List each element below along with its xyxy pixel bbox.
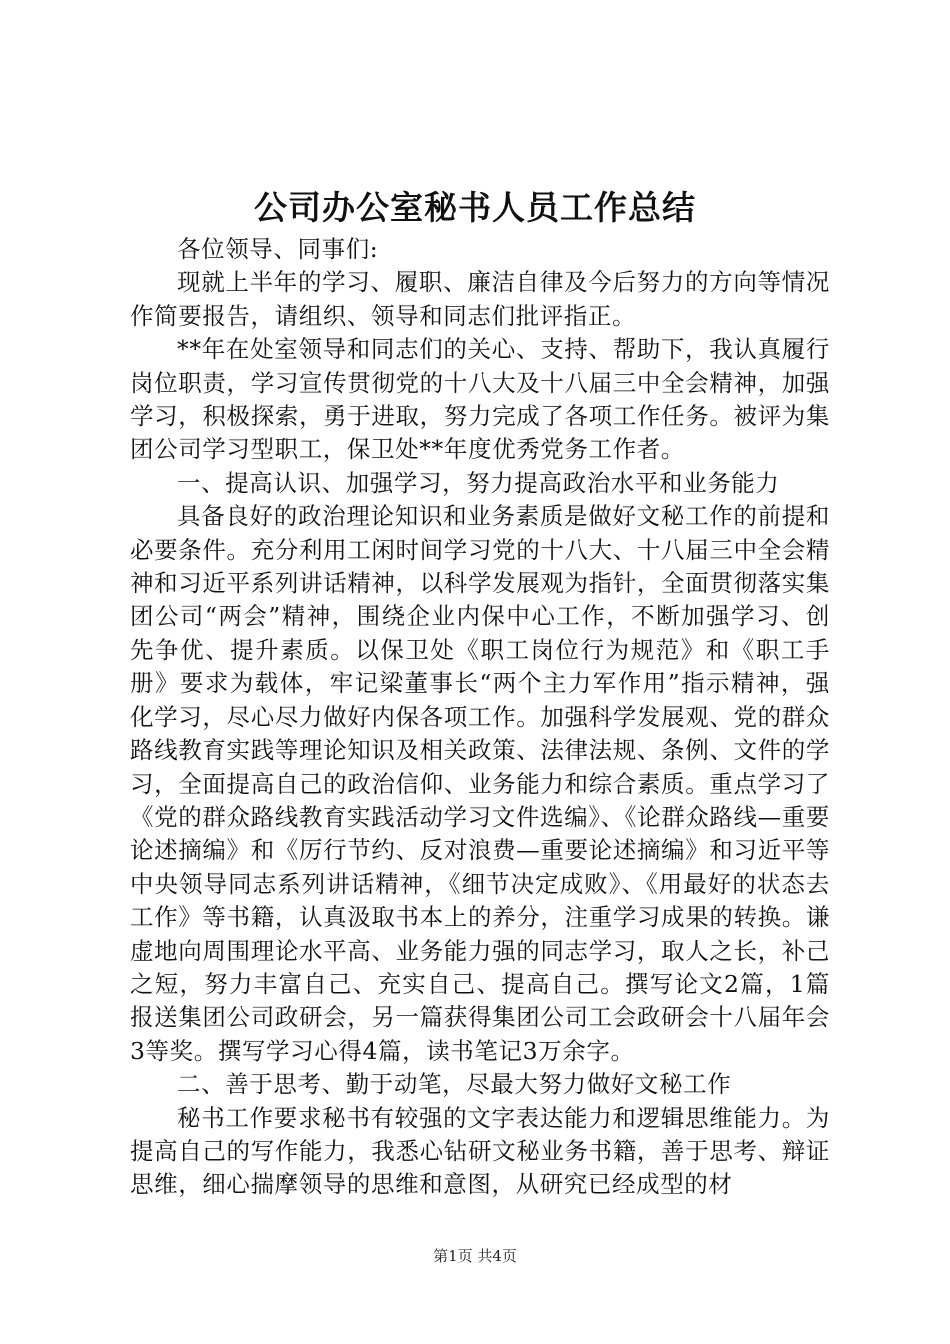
document-title: 公司办公室秘书人员工作总结 xyxy=(254,188,696,227)
section-1-paragraph: 具备良好的政治理论知识和业务素质是做好文秘工作的前提和必要条件。充分利用工闲时间学习党的十八大、十八届三中全会精神和习近平系列讲话精神，以科学发展观为指针，全面贯彻落实集团公司“两会”精神，围绕企业内保中心工作，不断加强学习、创先争优、提升素质。以保卫处《职工岗位行为规范》和《职工手册》要求为载体，牢记梁董事长“两个主力军作用”指示精神，强化学习，尽心尽力做好内保各项工作。加强科学发展观、党的群众路线教育实践等理论知识及相关政策、法律法规、条例、文件的学习，全面提高自己的政治信仰、业务能力和综合素质。重点学习了《党的群众路线教育实践活动学习文件选编》、《论群众路线—重要论述摘编》和《厉行节约、反对浪费—重要论述摘编》和习近平等中央领导同志系列讲话精神，《细节决定成败》、《用最好的状态去工作》等书籍，认真汲取书本上的养分，注重学习成果的转换。谦虚地向周围理论水平高、业务能力强的同志学习，取人之长，补己之短，努力丰富自己、充实自己、提高自己。撰写论文2篇，1篇报送集团公司政研会，另一篇获得集团公司工会政研会十八届年会3等奖。撰写学习心得4篇，读书笔记3万余字。 xyxy=(130,502,830,1065)
section-heading-2: 二、善于思考、勤于动笔，尽最大努力做好文秘工作 xyxy=(177,1070,732,1099)
page-footer: 第1页 共4页 xyxy=(433,1247,517,1265)
salutation-paragraph: 各位领导、同事们: xyxy=(177,235,379,263)
section-2-paragraph: 秘书工作要求秘书有较强的文字表达能力和逻辑思维能力。为提高自己的写作能力，我悉心钻研文秘业务书籍，善于思考、辩证思维，细心揣摩领导的思维和意图，从研究已经成型的材 xyxy=(130,1103,830,1199)
summary-paragraph: **年在处室领导和同志们的关心、支持、帮助下，我认真履行岗位职责，学习宣传贯彻党的十八大及十八届三中全会精神，加强学习，积极探索，勇于进取，努力完成了各项工作任务。被评为集团公司学习型职工，保卫处**年度优秀党务工作者。 xyxy=(130,335,830,464)
document-body xyxy=(130,233,830,1202)
section-heading-1: 一、提高认识、加强学习，努力提高政治水平和业务能力 xyxy=(177,468,780,497)
intro-paragraph: 现就上半年的学习、履职、廉洁自律及今后努力的方向等情况作简要报告，请组织、领导和同志们批评指正。 xyxy=(130,268,830,330)
